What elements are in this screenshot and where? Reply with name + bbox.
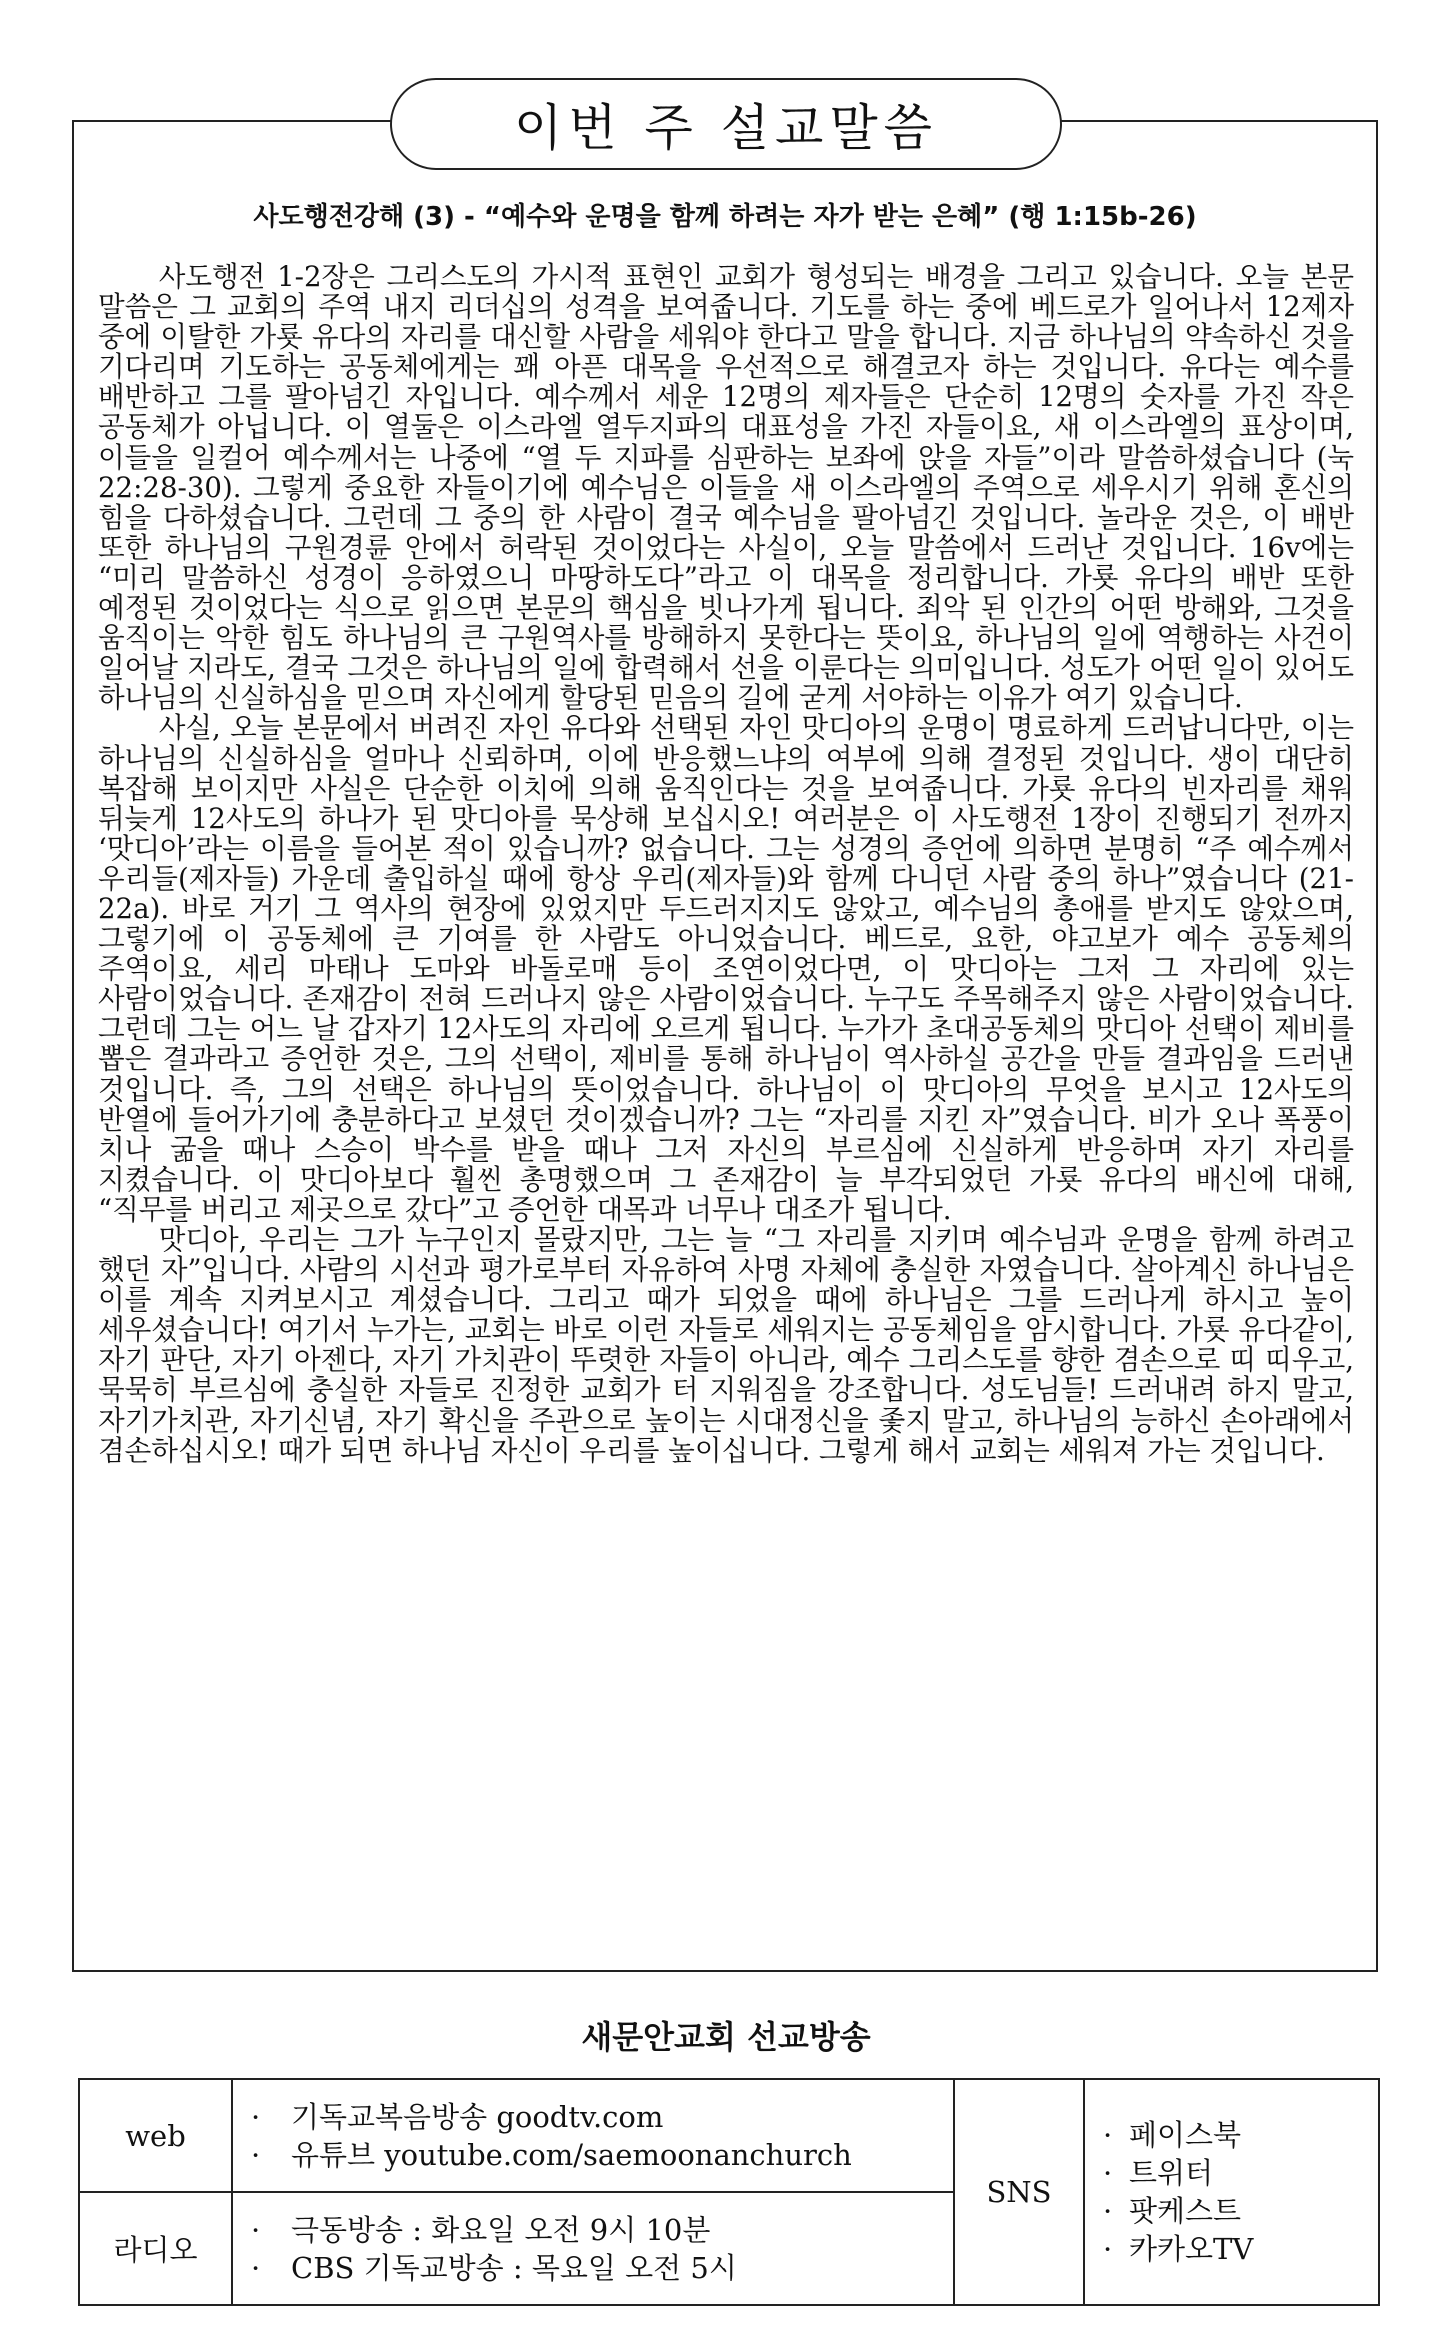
web-items bbox=[232, 2079, 954, 2192]
list-item bbox=[251, 2249, 953, 2287]
title-tab bbox=[390, 78, 1062, 170]
list-item bbox=[1103, 2154, 1378, 2192]
sns-item-podcast: 팟케스트 bbox=[1129, 2194, 1242, 2228]
bullet: · bbox=[1103, 2232, 1113, 2266]
sns-label: SNS bbox=[954, 2079, 1084, 2305]
sermon-paragraph: 사실, 오늘 본문에서 버려진 자인 유다와 선택된 자인 맛디아의 운명이 명료하게 드러납니다만, 이는 하나님의 신실하심을 얼마나 신뢰하며, 이에 반응했느냐의 여부에 의해 결정된 것입니다. 생이 대단히 복잡해 보이지만 사실은 단순한 이치에 의해 움직인다는 것을 보여줍니다. 가룟 유다의 빈자리를 채워 뒤늦게 12사도의 하나가 된 맛디아를 묵상해 보십시오! 여러분은 이 사도행전 1장이 진행되기 전까지 ‘맛디아’라는 이름을 들어본 적이 있습니까? 없습니다. 그는 성경의 증언에 의하면 분명히 “주 예수께서 우리들(제자들) 가운데 출입하실 때에 항상 우리(제자들)와 함께 다니던 사람 중의 하나”였습니다 (21-22a). 바로 거기 그 역사의 현장에 있었지만 두드러지지도 않았고, 예수님의 총애를 받지도 않았으며, 그렇기에 이 공동체에 큰 기여를 한 사람도 아니었습니다. 베드로, 요한, 야고보가 예수 공동체의 주역이요, 세리 마태나 도마와 바돌로매 등이 조연이었다면, 이 맛디아는 그저 그 자리에 있는 사람이었습니다. 존재감이 전혀 드러나지 않은 사람이었습니다. 누구도 주목해주지 않은 사람이었습니다. 그런데 그는 어느 날 갑자기 12사도의 자리에 오르게 됩니다. 누가가 초대공동체의 맛디아 선택이 제비를 뽑은 결과라고 증언한 것은, 그의 선택이, 제비를 통해 하나님이 역사하실 공간을 만들 결과임을 드러낸 것입니다. 즉, 그의 선택은 하나님의 뜻이었습니다. 하나님이 이 맛디아의 무엇을 보시고 12사도의 반열에 들어가기에 충분하다고 보셨던 것이겠습니까? 그는 “자리를 지킨 자”였습니다. 비가 오나 폭풍이 치나 굶을 때나 스승이 박수를 받을 때나 그저 자신의 부르심에 신실하게 반응하며 자기 자리를 지켰습니다. 이 맛디아보다 훨씬 총명했으며 그 존재감이 늘 부각되었던 가룟 유다의 배신에 대해, “직무를 버리고 제곳으로 갔다”고 증언한 대목과 너무나 대조가 됩니다. bbox=[98, 711, 1354, 1226]
bullet: · bbox=[251, 2212, 261, 2247]
table-row bbox=[79, 2079, 1379, 2192]
sermon-body bbox=[98, 262, 1354, 1466]
bullet: · bbox=[1103, 2156, 1113, 2190]
broadcast-title: 새문안교회 선교방송 bbox=[581, 2018, 871, 2056]
sermon-paragraph: 사도행전 1-2장은 그리스도의 가시적 표현인 교회가 형성되는 배경을 그리고 있습니다. 오늘 본문 말씀은 그 교회의 주역 내지 리더십의 성격을 보여줍니다. 기도를 하는 중에 베드로가 일어나서 12제자 중에 이탈한 가룟 유다의 자리를 대신할 사람을 세워야 한다고 말을 합니다. 지금 하나님의 약속하신 것을 기다리며 기도하는 공동체에게는 꽤 아픈 대목을 우선적으로 해결코자 하는 것입니다. 유다는 예수를 배반하고 그를 팔아넘긴 자입니다. 예수께서 세운 12명의 제자들은 단순히 12명의 숫자를 가진 작은 공동체가 아닙니다. 이 열둘은 이스라엘 열두지파의 대표성을 가진 자들이요, 새 이스라엘의 표상이며, 이들을 일컬어 예수께서는 나중에 “열 두 지파를 심판하는 보좌에 앉을 자들”이라 말씀하셨습니다 (눅 22:28-30). 그렇게 중요한 자들이기에 예수님은 이들을 새 이스라엘의 주역으로 세우시기 위해 혼신의 힘을 다하셨습니다. 그런데 그 중의 한 사람이 결국 예수님을 팔아넘긴 것입니다. 놀라운 것은, 이 배반 또한 하나님의 구원경륜 안에서 허락된 것이었다는 사실이, 오늘 말씀에서 드러난 것입니다. 16v에는 “미리 말씀하신 성경이 응하였으니 마땅하도다”라고 이 대목을 정리합니다. 가룟 유다의 배반 또한 예정된 것이었다는 식으로 읽으면 본문의 핵심을 빗나가게 됩니다. 죄악 된 인간의 어떤 방해와, 그것을 움직이는 악한 힘도 하나님의 큰 구원역사를 방해하지 못한다는 뜻이요, 하나님의 일에 역행하는 사건이 일어날 지라도, 결국 그것은 하나님의 일에 합력해서 선을 이룬다는 의미입니다. 성도가 어떤 일이 있어도 하나님의 신실하심을 믿으며 자신에게 할당된 믿음의 길에 굳게 서야하는 이유가 여기 있습니다. bbox=[98, 260, 1354, 715]
sermon-subtitle: 사도행전강해 (3) - “예수와 운명을 함께 하려는 자가 받는 은혜” (행 1:15b-26) bbox=[253, 202, 1197, 232]
radio-item-febc: 극동방송 : 화요일 오전 9시 10분 bbox=[291, 2212, 711, 2247]
sns-item-kakaotv: 카카오TV bbox=[1129, 2232, 1254, 2266]
list-item bbox=[1103, 2116, 1378, 2154]
bullet: · bbox=[1103, 2194, 1113, 2228]
web-item-youtube: 유튜브 youtube.com/saemoonanchurch bbox=[291, 2137, 852, 2172]
list-item bbox=[251, 2136, 953, 2174]
radio-item-cbs: CBS 기독교방송 : 목요일 오전 5시 bbox=[291, 2250, 737, 2285]
sns-item-facebook: 페이스북 bbox=[1129, 2118, 1242, 2152]
list-item bbox=[1103, 2192, 1378, 2230]
web-label: web bbox=[79, 2079, 232, 2192]
web-item-goodtv: 기독교복음방송 goodtv.com bbox=[291, 2099, 664, 2134]
bullet: · bbox=[251, 2137, 261, 2172]
radio-label: 라디오 bbox=[79, 2192, 232, 2305]
page-title: 이번 주 설교말씀 bbox=[514, 99, 938, 157]
list-item bbox=[251, 2098, 953, 2136]
radio-items bbox=[232, 2192, 954, 2305]
list-item bbox=[1103, 2230, 1378, 2268]
broadcast-table bbox=[78, 2078, 1380, 2306]
list-item bbox=[251, 2211, 953, 2249]
bullet: · bbox=[251, 2099, 261, 2134]
sns-item-twitter: 트위터 bbox=[1129, 2156, 1214, 2190]
bullet: · bbox=[1103, 2118, 1113, 2152]
sns-items bbox=[1084, 2079, 1379, 2305]
sermon-paragraph: 맛디아, 우리는 그가 누구인지 몰랐지만, 그는 늘 “그 자리를 지키며 예수님과 운명을 함께 하려고 했던 자”입니다. 사람의 시선과 평가로부터 자유하여 사명 자체에 충실한 자였습니다. 살아계신 하나님은 이를 계속 지켜보시고 계셨습니다. 그리고 때가 되었을 때에 하나님은 그를 드러나게 하시고 높이 세우셨습니다! 여기서 누가는, 교회는 바로 이런 자들로 세워지는 공동체임을 암시합니다. 가룟 유다같이, 자기 판단, 자기 아젠다, 자기 가치관이 뚜렷한 자들이 아니라, 예수 그리스도를 향한 겸손으로 띠 띠우고, 묵묵히 부르심에 충실한 자들로 진정한 교회가 터 지워짐을 강조합니다. 성도님들! 드러내려 하지 말고, 자기가치관, 자기신념, 자기 확신을 주관으로 높이는 시대정신을 좇지 말고, 하나님의 능하신 손아래에서 겸손하십시오! 때가 되면 하나님 자신이 우리를 높이십니다. 그렇게 해서 교회는 세워져 가는 것입니다. bbox=[98, 1223, 1354, 1467]
bullet: · bbox=[251, 2250, 261, 2285]
